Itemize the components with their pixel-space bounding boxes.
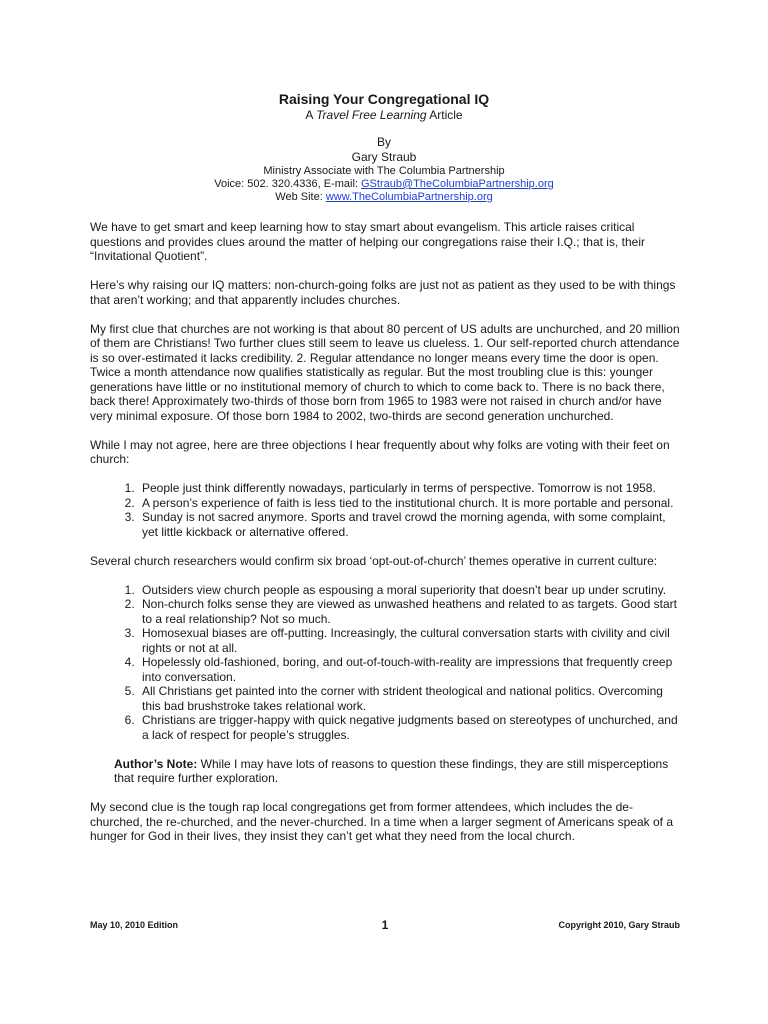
objections-list bbox=[90, 481, 680, 539]
page-number: 1 bbox=[381, 918, 389, 932]
note-label: Author’s Note: bbox=[114, 756, 198, 771]
paragraph-objections-intro: While I may not agree, here are three objections I hear frequently about why folks are voting with their feet on church: bbox=[90, 437, 670, 466]
article-subtitle: A Travel Free Learning Article bbox=[305, 108, 463, 122]
paragraph-first-clue: My first clue that churches are not working is that about 80 percent of US adults are unchurched, and 20 million of them are Christians! Two further clues still seem to leave us clueless. 1. Our self-reported church attendance is so over-estimated it lacks credibility. 2. Regular attendance no longer means every time the door is open. Twice a month attendance now qualifies statistically as regular. But the most troubling clue is this: younger generations have little or no institutional memory of church to which to come back to. There is no back there, back there! Approximately two-thirds of those born from 1965 to 1983 were not raised in church and/or have very minimal exposure. Of those born 1984 to 2002, two-thirds are second generation unchurched. bbox=[90, 321, 680, 423]
list-item: 4. Hopelessly old-fashioned, boring, and out-of-touch-with-reality are impressions that frequently creep into conversation. bbox=[138, 655, 680, 684]
author-name: Gary Straub bbox=[351, 150, 417, 164]
article-body bbox=[90, 220, 680, 858]
author-role: Ministry Associate with The Columbia Partnership bbox=[263, 165, 505, 177]
footer-copyright: Copyright 2010, Gary Straub bbox=[558, 920, 680, 930]
note-text: While I may have lots of reasons to question these findings, they are still misperceptions that require further exploration. bbox=[114, 756, 669, 785]
list-item: 6. Christians are trigger-happy with quick negative judgments based on stereotypes of unchurched, and a lack of respect for people’s struggles. bbox=[138, 713, 680, 742]
list-item: 1. Outsiders view church people as espousing a moral superiority that doesn’t bear up under scrutiny. bbox=[138, 583, 680, 598]
article-title: Raising Your Congregational IQ bbox=[278, 91, 490, 107]
list-item: 3. Homosexual biases are off-putting. Increasingly, the cultural conversation starts with civility and civil rights or not at all. bbox=[138, 626, 680, 655]
authors-note bbox=[114, 757, 680, 786]
website-link[interactable]: www.TheColumbiaPartnership.org bbox=[325, 191, 493, 203]
paragraph-themes-intro: Several church researchers would confirm six broad ‘opt-out-of-church’ themes operative in current culture: bbox=[90, 553, 658, 568]
paragraph-second-clue: My second clue is the tough rap local congregations get from former attendees, which includes the de-churched, the re-churched, and the never-churched. In a time when a larger segment of Americans speak of a hunger for God in their lives, they insist they can’t get what they need from the local church. bbox=[90, 800, 673, 843]
contact-line: Voice: 502. 320.4336, E-mail: GStraub@TheColumbiaPartnership.org bbox=[214, 178, 554, 190]
list-item: 2. Non-church folks sense they are viewed as unwashed heathens and related to as targets. Good start to a real relationship? Not so much. bbox=[138, 597, 680, 626]
byline: By bbox=[376, 135, 391, 149]
footer-edition: May 10, 2010 Edition bbox=[90, 920, 179, 930]
email-link[interactable]: GStraub@TheColumbiaPartnership.org bbox=[361, 178, 554, 190]
themes-list bbox=[90, 583, 680, 743]
list-item: 1. People just think differently nowadays, particularly in terms of perspective. Tomorrow is not 1958. bbox=[138, 481, 680, 496]
list-item: 3. Sunday is not sacred anymore. Sports and travel crowd the morning agenda, with some complaint, yet little kickback or alternative offered. bbox=[138, 510, 680, 539]
paragraph-intro: We have to get smart and keep learning how to stay smart about evangelism. This article raises critical questions and provides clues around the matter of helping our congregations raise their I.Q.; that is, their “Invitational Quotient”. bbox=[90, 220, 645, 263]
paragraph-why: Here’s why raising our IQ matters: non-church-going folks are just not as patient as they used to be with things that aren’t working; and that apparently includes churches. bbox=[90, 278, 676, 307]
subtitle-italic: Travel Free Learning bbox=[316, 108, 427, 122]
list-item: 2. A person’s experience of faith is less tied to the institutional church. It is more portable and personal. bbox=[138, 496, 680, 511]
article-header bbox=[0, 90, 768, 204]
website-line: Web Site: www.TheColumbiaPartnership.org bbox=[275, 191, 493, 203]
list-item: 5. All Christians get painted into the corner with strident theological and national politics. Overcoming this bad brushstroke takes relational work. bbox=[138, 684, 680, 713]
